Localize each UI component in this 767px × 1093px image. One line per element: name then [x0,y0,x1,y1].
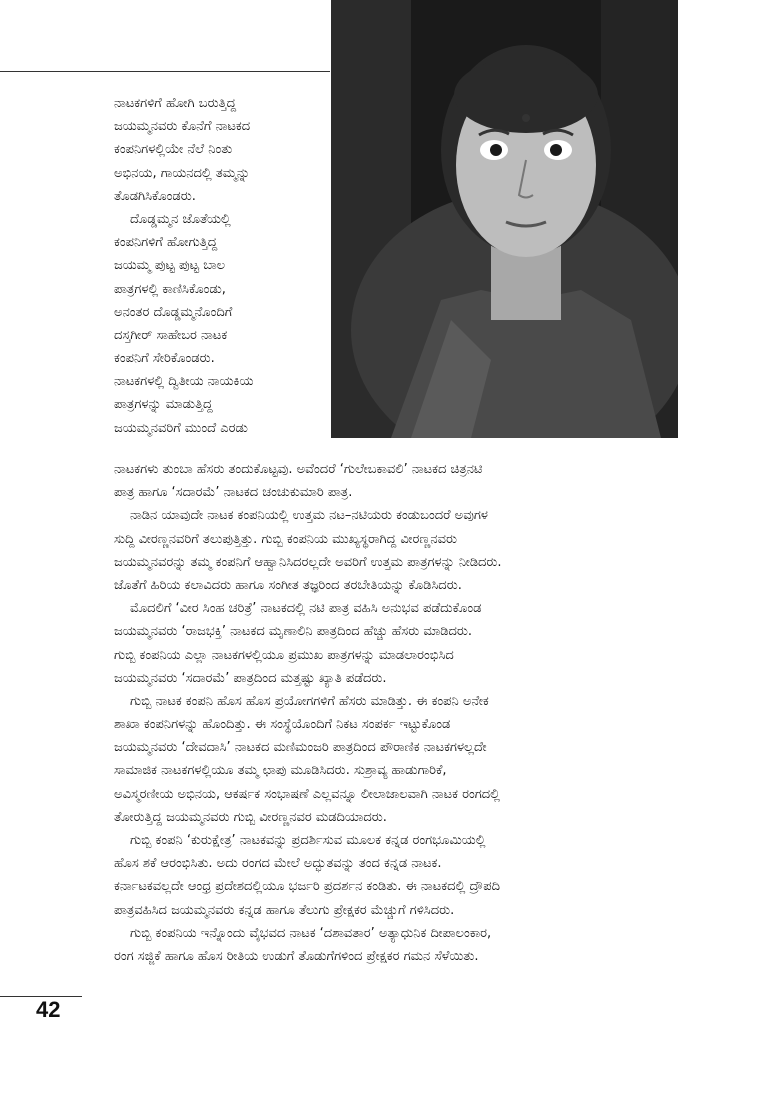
paragraph-start-line: ಗುಬ್ಬಿ ನಾಟಕ ಕಂಪನಿ ಹೊಸ ಹೊಸ ಪ್ರಯೋಗಗಳಿಗೆ ಹೆಸರು ಮಾಡಿತ್ತು. ಈ ಕಂಪನಿ ಅನೇಕ [130,693,489,709]
text-column-wrapped [114,92,324,440]
text-line: ಜಯಮ್ಮನವರಿಗೆ ಮುಂದೆ ಎರಡು [114,420,248,436]
text-line: ಜಯಮ್ಮನವರು ‘ರಾಜಭಕ್ತಿ’ ನಾಟಕದ ಮೃಣಾಲಿನಿ ಪಾತ್ರದಿಂದ ಹೆಚ್ಚು ಹೆಸರು ಮಾಡಿದರು. [114,624,473,640]
text-line: ಕಂಪನಿಗೆ ಸೇರಿಕೊಂಡರು. [114,351,215,367]
text-line: ಪಾತ್ರವಹಿಸಿದ ಜಯಮ್ಮನವರು ಕನ್ನಡ ಹಾಗೂ ತೆಲುಗು ಪ್ರೇಕ್ಷಕರ ಮೆಚ್ಚುಗೆ ಗಳಿಸಿದರು. [114,902,455,918]
top-rule [0,71,330,72]
paragraph-start-line: ಮೊದಲಿಗೆ ‘ವೀರ ಸಿಂಹ ಚರಿತ್ರೆ’ ನಾಟಕದಲ್ಲಿ ನಟಿ ಪಾತ್ರ ವಹಿಸಿ ಅನುಭವ ಪಡೆದುಕೊಂಡ [130,601,482,617]
text-line: ಸಾಮಾಜಿಕ ನಾಟಕಗಳಲ್ಲಿಯೂ ತಮ್ಮ ಛಾಪು ಮೂಡಿಸಿದರು. ಸುಶ್ರಾವ್ಯ ಹಾಡುಗಾರಿಕೆ, [114,763,447,779]
text-line: ಕರ್ನಾಟಕವಲ್ಲದೇ ಆಂಧ್ರ ಪ್ರದೇಶದಲ್ಲಿಯೂ ಭರ್ಜರಿ ಪ್ರದರ್ಶನ ಕಂಡಿತು. ಈ ನಾಟಕದಲ್ಲಿ ದ್ರೌಪದಿ [114,879,500,895]
text-line: ಪಾತ್ರಗಳನ್ನು ಮಾಡುತ್ತಿದ್ದ [114,397,213,413]
text-line: ಜಯಮ್ಮ ಪುಟ್ಟ ಪುಟ್ಟ ಬಾಲ [114,258,226,274]
text-line: ಶಾಖಾ ಕಂಪನಿಗಳನ್ನು ಹೊಂದಿತ್ತು. ಈ ಸಂಸ್ಥೆಯೊಂದಿಗೆ ನಿಕಟ ಸಂಪರ್ಕ ಇಟ್ಟುಕೊಂಡ [114,717,451,733]
paragraph-start-line: ದೊಡ್ಡಮ್ಮನ ಜೊತೆಯಲ್ಲಿ [130,211,231,227]
text-line: ಪಾತ್ರ ಹಾಗೂ ‘ಸದಾರಮೆ’ ನಾಟಕದ ಚಂಚುಕುಮಾರಿ ಪಾತ್ರ. [114,485,353,501]
text-line: ಜಯಮ್ಮನವರನ್ನು ತಮ್ಮ ಕಂಪನಿಗೆ ಆಹ್ವಾನಿಸಿದರಲ್ಲದೇ ಅವರಿಗೆ ಉತ್ತಮ ಪಾತ್ರಗಳನ್ನು ನೀಡಿದರು. [114,554,502,570]
text-line: ಅಭಿನಯ, ಗಾಯನದಲ್ಲಿ ತಮ್ಮನ್ನು [114,165,250,181]
text-line: ದಸ್ತಗೀರ್ ಸಾಹೇಬರ ನಾಟಕ [114,327,228,343]
text-line: ಹೊಸ ಶಕೆ ಆರಂಭಿಸಿತು. ಅದು ರಂಗದ ಮೇಲೆ ಅದ್ಭುತವನ್ನು ತಂದ ಕನ್ನಡ ನಾಟಕ. [114,856,442,872]
portrait-photo [331,0,678,438]
text-line: ನಾಟಕಗಳಲ್ಲಿ ದ್ವಿತೀಯ ನಾಯಕಿಯ [114,374,254,390]
text-line: ನಾಟಕಗಳಿಗೆ ಹೋಗಿ ಬರುತ್ತಿದ್ದ [114,96,237,111]
text-column-full [114,458,654,968]
text-line: ರಂಗ ಸಜ್ಜಿಕೆ ಹಾಗೂ ಹೊಸ ರೀತಿಯ ಉಡುಗೆ ತೊಡುಗೆಗಳಿಂದ ಪ್ರೇಕ್ಷಕರ ಗಮನ ಸೆಳೆಯಿತು. [114,948,479,964]
text-line: ಗುಬ್ಬಿ ಕಂಪನಿಯ ಎಲ್ಲಾ ನಾಟಕಗಳಲ್ಲಿಯೂ ಪ್ರಮುಖ ಪಾತ್ರಗಳನ್ನು ಮಾಡಲಾರಂಭಿಸಿದ [114,647,454,663]
text-line: ನಾಟಕಗಳು ತುಂಬಾ ಹೆಸರು ತಂದುಕೊಟ್ಟವು. ಅವೆಂದರೆ ‘ಗುಲೇಬಕಾವಲಿ’ ನಾಟಕದ ಚಿತ್ರನಟಿ [114,462,483,477]
text-line: ಕಂಪನಿಗಳಿಗೆ ಹೋಗುತ್ತಿದ್ದ [114,235,218,251]
text-line: ಕಂಪನಿಗಳಲ್ಲಿಯೇ ನೆಲೆ ನಿಂತು [114,142,233,158]
text-line: ಅವಿಸ್ಮರಣೀಯ ಅಭಿನಯ, ಆಕರ್ಷಕ ಸಂಭಾಷಣೆ ಎಲ್ಲವನ್ನೂ ಲೀಲಾಜಾಲವಾಗಿ ನಾಟಕ ರಂಗದಲ್ಲಿ [114,786,500,802]
text-line: ಜಯಮ್ಮನವರು ಕೊನೆಗೆ ನಾಟಕದ [114,119,251,135]
text-line: ಅನಂತರ ದೊಡ್ಡಮ್ಮನೊಂದಿಗೆ [114,304,233,320]
text-line: ಜಯಮ್ಮನವರು ‘ದೇವದಾಸಿ’ ನಾಟಕದ ಮಣಿಮಂಜರಿ ಪಾತ್ರದಿಂದ ಪೌರಾಣಿಕ ನಾಟಕಗಳಲ್ಲದೇ [114,740,487,756]
paragraph-start-line: ಗುಬ್ಬಿ ಕಂಪನಿ ‘ಕುರುಕ್ಷೇತ್ರ’ ನಾಟಕವನ್ನು ಪ್ರದರ್ಶಿಸುವ ಮೂಲಕ ಕನ್ನಡ ರಂಗಭೂಮಿಯಲ್ಲಿ [130,833,486,848]
text-line: ಸುದ್ದಿ ವೀರಣ್ಣನವರಿಗೆ ತಲುಪುತ್ತಿತ್ತು. ಗುಬ್ಬಿ ಕಂಪನಿಯ ಮುಖ್ಯಸ್ಥರಾಗಿದ್ದ ವೀರಣ್ಣನವರು [114,531,457,547]
text-line: ಜೊತೆಗೆ ಹಿರಿಯ ಕಲಾವಿದರು ಹಾಗೂ ಸಂಗೀತ ತಜ್ಞರಿಂದ ತರಬೇತಿಯನ್ನು ಕೊಡಿಸಿದರು. [114,577,462,593]
page-number: 42 [36,997,61,1022]
text-line: ಪಾತ್ರಗಳಲ್ಲಿ ಕಾಣಿಸಿಕೊಂಡು, [114,281,226,297]
paragraph-start-line: ಗುಬ್ಬಿ ಕಂಪನಿಯ ಇನ್ನೊಂದು ವೈಭವದ ನಾಟಕ ‘ದಶಾವತಾರ’ ಅತ್ಯಾಧುನಿಕ ದೀಪಾಲಂಕಾರ, [130,925,492,941]
text-line: ಜಯಮ್ಮನವರು ‘ಸದಾರಮೆ’ ಪಾತ್ರದಿಂದ ಮತ್ತಷ್ಟು ಖ್ಯಾತಿ ಪಡೆದರು. [114,670,387,686]
portrait-icon [331,0,678,438]
text-line: ತೋರುತ್ತಿದ್ದ ಜಯಮ್ಮನವರು ಗುಬ್ಬಿ ವೀರಣ್ಣನವರ ಮಡದಿಯಾದರು. [114,809,387,825]
paragraph-start-line: ನಾಡಿನ ಯಾವುದೇ ನಾಟಕ ಕಂಪನಿಯಲ್ಲಿ ಉತ್ತಮ ನಟ–ನಟಿಯರು ಕಂಡುಬಂದರೆ ಅವುಗಳ [130,508,488,524]
text-line: ತೊಡಗಿಸಿಕೊಂಡರು. [114,188,196,204]
